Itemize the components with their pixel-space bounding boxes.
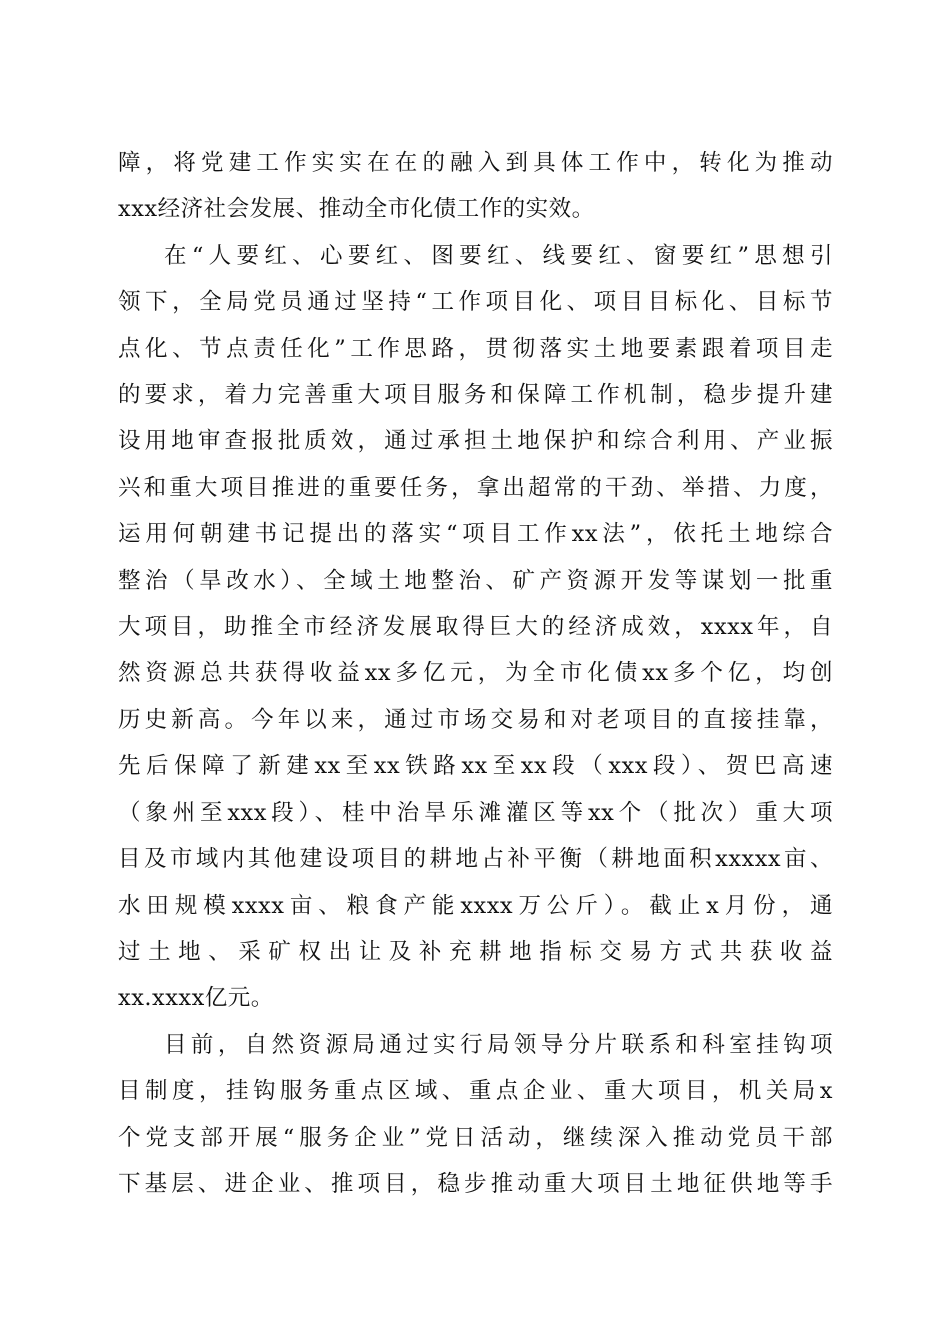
text-line: 水田规模xxxx亩、粮食产能xxxx万公斤）。截止x月份，通 — [118, 892, 833, 919]
text-line: 下基层、进企业、推项目，稳步推动重大项目土地征供地等手 — [118, 1170, 833, 1197]
text-line: 整治（旱改水）、全域土地整治、矿产资源开发等谋划一批重 — [118, 567, 833, 594]
text-line: xxx经济社会发展、推动全市化债工作的实效。 — [118, 196, 595, 223]
text-line: 目前，自然资源局通过实行局领导分片联系和科室挂钩项 — [164, 1031, 833, 1058]
paragraph-1 — [118, 140, 833, 233]
text-line: 然资源总共获得收益xx多亿元，为全市化债xx多个亿，均创 — [118, 660, 833, 687]
text-line: 在“人要红、心要红、图要红、线要红、窗要红”思想引 — [164, 242, 833, 269]
text-line: （象州至xxx段）、桂中治旱乐滩灌区等xx个（批次）重大项 — [118, 799, 833, 826]
text-line: 目及市域内其他建设项目的耕地占补平衡（耕地面积xxxxx亩、 — [118, 846, 833, 873]
text-line: 历史新高。今年以来，通过市场交易和对老项目的直接挂靠， — [118, 706, 833, 733]
text-line: 大项目，助推全市经济发展取得巨大的经济成效，xxxx年，自 — [118, 614, 833, 641]
text-line: 运用何朝建书记提出的落实“项目工作xx法”，依托土地综合 — [118, 521, 833, 548]
paragraph-3 — [118, 1022, 833, 1208]
paragraph-2 — [118, 233, 833, 1022]
text-line: 目制度，挂钩服务重点区域、重点企业、重大项目，机关局x — [118, 1078, 833, 1105]
text-line: 个党支部开展“服务企业”党日活动，继续深入推动党员干部 — [118, 1124, 833, 1151]
text-line: xx.xxxx亿元。 — [118, 985, 274, 1012]
text-line: 过土地、采矿权出让及补充耕地指标交易方式共获收益 — [118, 938, 833, 965]
text-line: 点化、节点责任化”工作思路，贯彻落实土地要素跟着项目走 — [118, 335, 833, 362]
document-body — [118, 140, 833, 1207]
text-line: 障，将党建工作实实在在的融入到具体工作中，转化为推动 — [118, 150, 833, 176]
text-line: 先后保障了新建xx至xx铁路xx至xx段（xxx段）、贺巴高速 — [118, 753, 833, 780]
text-line: 设用地审查报批质效，通过承担土地保护和综合利用、产业振 — [118, 428, 833, 455]
text-line: 兴和重大项目推进的重要任务，拿出超常的干劲、举措、力度， — [118, 474, 833, 501]
text-line: 领下，全局党员通过坚持“工作项目化、项目目标化、目标节 — [118, 289, 833, 316]
text-line: 的要求，着力完善重大项目服务和保障工作机制，稳步提升建 — [118, 382, 833, 409]
